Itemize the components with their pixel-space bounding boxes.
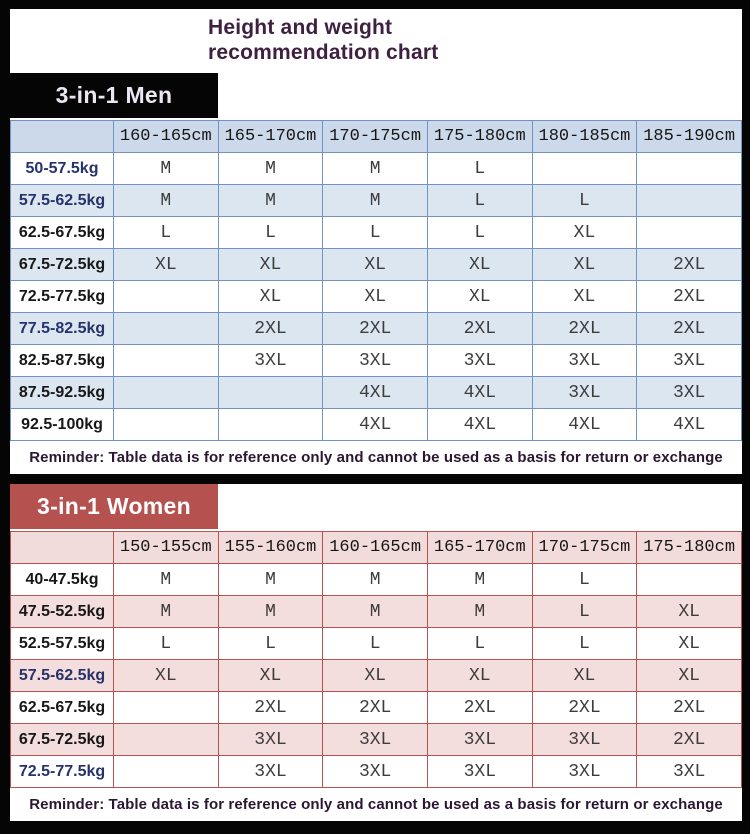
- size-cell: XL: [637, 628, 742, 660]
- height-header-cell: 160-165cm: [114, 121, 219, 153]
- size-cell: XL: [532, 249, 637, 281]
- height-header-cell: 165-170cm: [218, 121, 323, 153]
- corner-cell: [11, 121, 114, 153]
- size-cell: L: [218, 628, 323, 660]
- size-cell: 4XL: [323, 377, 428, 409]
- weight-label-cell: 72.5-77.5kg: [11, 281, 114, 313]
- size-cell: XL: [323, 660, 428, 692]
- size-cell: XL: [532, 217, 637, 249]
- size-cell: 2XL: [637, 692, 742, 724]
- size-cell: L: [427, 628, 532, 660]
- size-cell: 3XL: [532, 756, 637, 788]
- table-row: [11, 345, 742, 377]
- size-cell: L: [323, 628, 428, 660]
- size-cell: XL: [114, 249, 219, 281]
- size-cell: [637, 153, 742, 185]
- size-cell: [114, 313, 219, 345]
- size-cell: 2XL: [637, 313, 742, 345]
- size-cell: M: [218, 185, 323, 217]
- size-cell: XL: [427, 249, 532, 281]
- size-cell: 2XL: [532, 692, 637, 724]
- height-header-cell: 175-180cm: [427, 121, 532, 153]
- men-size-table: [10, 120, 742, 441]
- size-cell: 2XL: [323, 692, 428, 724]
- page-title-text: Height and weight recommendation chart: [208, 16, 439, 64]
- page-title: [10, 16, 580, 66]
- table-row: [11, 724, 742, 756]
- men-reminder-note: Reminder: Table data is for reference only and cannot be used as a basis for return or exchange: [10, 441, 742, 474]
- size-cell: M: [114, 153, 219, 185]
- size-cell: [637, 564, 742, 596]
- size-cell: [114, 724, 219, 756]
- men-section: [10, 9, 742, 474]
- size-cell: M: [323, 153, 428, 185]
- size-cell: M: [323, 596, 428, 628]
- weight-label-cell: 87.5-92.5kg: [11, 377, 114, 409]
- table-row: [11, 564, 742, 596]
- size-cell: 4XL: [637, 409, 742, 441]
- size-cell: 4XL: [427, 377, 532, 409]
- size-cell: 3XL: [218, 724, 323, 756]
- size-cell: M: [427, 564, 532, 596]
- weight-label-cell: 72.5-77.5kg: [11, 756, 114, 788]
- size-cell: L: [532, 564, 637, 596]
- size-cell: [637, 217, 742, 249]
- size-cell: 3XL: [532, 345, 637, 377]
- size-cell: L: [427, 153, 532, 185]
- size-cell: M: [218, 153, 323, 185]
- size-cell: M: [114, 564, 219, 596]
- size-cell: L: [114, 217, 219, 249]
- women-banner-row: [10, 484, 742, 531]
- size-cell: XL: [218, 660, 323, 692]
- size-cell: [218, 409, 323, 441]
- men-banner-label: 3-in-1 Men: [55, 82, 173, 108]
- corner-cell: [11, 532, 114, 564]
- size-cell: M: [218, 564, 323, 596]
- weight-label-cell: 92.5-100kg: [11, 409, 114, 441]
- size-cell: 3XL: [323, 724, 428, 756]
- size-cell: L: [532, 628, 637, 660]
- size-cell: 2XL: [637, 281, 742, 313]
- size-cell: L: [532, 185, 637, 217]
- chart-title-area: [10, 9, 742, 73]
- size-cell: 2XL: [427, 692, 532, 724]
- table-row: [11, 756, 742, 788]
- size-cell: XL: [637, 660, 742, 692]
- size-cell: 2XL: [218, 692, 323, 724]
- size-cell: XL: [114, 660, 219, 692]
- table-row: [11, 660, 742, 692]
- size-cell: M: [323, 564, 428, 596]
- height-header-cell: 185-190cm: [637, 121, 742, 153]
- size-cell: [114, 409, 219, 441]
- size-cell: M: [218, 596, 323, 628]
- size-cell: L: [114, 628, 219, 660]
- weight-label-cell: 62.5-67.5kg: [11, 692, 114, 724]
- table-row: [11, 217, 742, 249]
- size-cell: 2XL: [218, 313, 323, 345]
- women-reminder-note: Reminder: Table data is for reference only and cannot be used as a basis for return or exchange: [10, 788, 742, 821]
- size-cell: [114, 692, 219, 724]
- height-header-cell: 165-170cm: [427, 532, 532, 564]
- size-cell: M: [427, 596, 532, 628]
- size-cell: 3XL: [427, 345, 532, 377]
- size-cell: XL: [218, 281, 323, 313]
- women-size-table: [10, 531, 742, 788]
- size-cell: M: [114, 596, 219, 628]
- weight-label-cell: 50-57.5kg: [11, 153, 114, 185]
- size-cell: 2XL: [427, 313, 532, 345]
- size-cell: M: [323, 185, 428, 217]
- table-row: [11, 249, 742, 281]
- size-cell: [218, 377, 323, 409]
- table-row: [11, 409, 742, 441]
- size-cell: [114, 281, 219, 313]
- height-header-cell: 180-185cm: [532, 121, 637, 153]
- size-cell: 2XL: [532, 313, 637, 345]
- men-banner-row: [10, 73, 742, 120]
- size-cell: L: [323, 217, 428, 249]
- size-cell: XL: [532, 281, 637, 313]
- size-cell: M: [114, 185, 219, 217]
- size-cell: [532, 153, 637, 185]
- weight-label-cell: 67.5-72.5kg: [11, 724, 114, 756]
- women-banner: [10, 484, 218, 529]
- table-row: [11, 313, 742, 345]
- size-cell: 3XL: [427, 756, 532, 788]
- size-cell: 3XL: [637, 345, 742, 377]
- size-cell: [637, 185, 742, 217]
- size-cell: L: [218, 217, 323, 249]
- size-cell: 3XL: [637, 756, 742, 788]
- size-cell: [114, 345, 219, 377]
- size-cell: 2XL: [637, 724, 742, 756]
- size-cell: L: [427, 185, 532, 217]
- size-cell: [114, 756, 219, 788]
- weight-label-cell: 40-47.5kg: [11, 564, 114, 596]
- height-header-cell: 150-155cm: [114, 532, 219, 564]
- women-banner-label: 3-in-1 Women: [37, 493, 191, 519]
- table-row: [11, 153, 742, 185]
- weight-label-cell: 47.5-52.5kg: [11, 596, 114, 628]
- size-cell: 3XL: [323, 345, 428, 377]
- size-cell: 3XL: [323, 756, 428, 788]
- table-row: [11, 281, 742, 313]
- weight-label-cell: 77.5-82.5kg: [11, 313, 114, 345]
- size-cell: [114, 377, 219, 409]
- size-cell: 4XL: [532, 409, 637, 441]
- height-header-row: [11, 121, 742, 153]
- table-row: [11, 692, 742, 724]
- table-row: [11, 377, 742, 409]
- size-cell: 3XL: [427, 724, 532, 756]
- weight-label-cell: 57.5-62.5kg: [11, 185, 114, 217]
- size-cell: 3XL: [218, 345, 323, 377]
- size-cell: 4XL: [427, 409, 532, 441]
- size-cell: L: [427, 217, 532, 249]
- size-cell: 3XL: [218, 756, 323, 788]
- table-row: [11, 185, 742, 217]
- weight-label-cell: 57.5-62.5kg: [11, 660, 114, 692]
- height-header-cell: 170-175cm: [532, 532, 637, 564]
- height-header-cell: 175-180cm: [637, 532, 742, 564]
- size-cell: XL: [323, 281, 428, 313]
- size-cell: XL: [218, 249, 323, 281]
- size-cell: 3XL: [532, 724, 637, 756]
- women-section: [10, 484, 742, 821]
- height-header-cell: 170-175cm: [323, 121, 428, 153]
- size-cell: 2XL: [637, 249, 742, 281]
- weight-label-cell: 67.5-72.5kg: [11, 249, 114, 281]
- size-cell: 3XL: [637, 377, 742, 409]
- weight-label-cell: 82.5-87.5kg: [11, 345, 114, 377]
- size-cell: 2XL: [323, 313, 428, 345]
- men-banner: [10, 73, 218, 118]
- height-header-cell: 160-165cm: [323, 532, 428, 564]
- size-cell: XL: [532, 660, 637, 692]
- weight-label-cell: 52.5-57.5kg: [11, 628, 114, 660]
- size-cell: XL: [637, 596, 742, 628]
- table-row: [11, 628, 742, 660]
- height-header-row: [11, 532, 742, 564]
- size-cell: 4XL: [323, 409, 428, 441]
- table-row: [11, 596, 742, 628]
- size-cell: L: [532, 596, 637, 628]
- weight-label-cell: 62.5-67.5kg: [11, 217, 114, 249]
- height-header-cell: 155-160cm: [218, 532, 323, 564]
- size-cell: XL: [323, 249, 428, 281]
- size-cell: XL: [427, 281, 532, 313]
- size-cell: 3XL: [532, 377, 637, 409]
- size-cell: XL: [427, 660, 532, 692]
